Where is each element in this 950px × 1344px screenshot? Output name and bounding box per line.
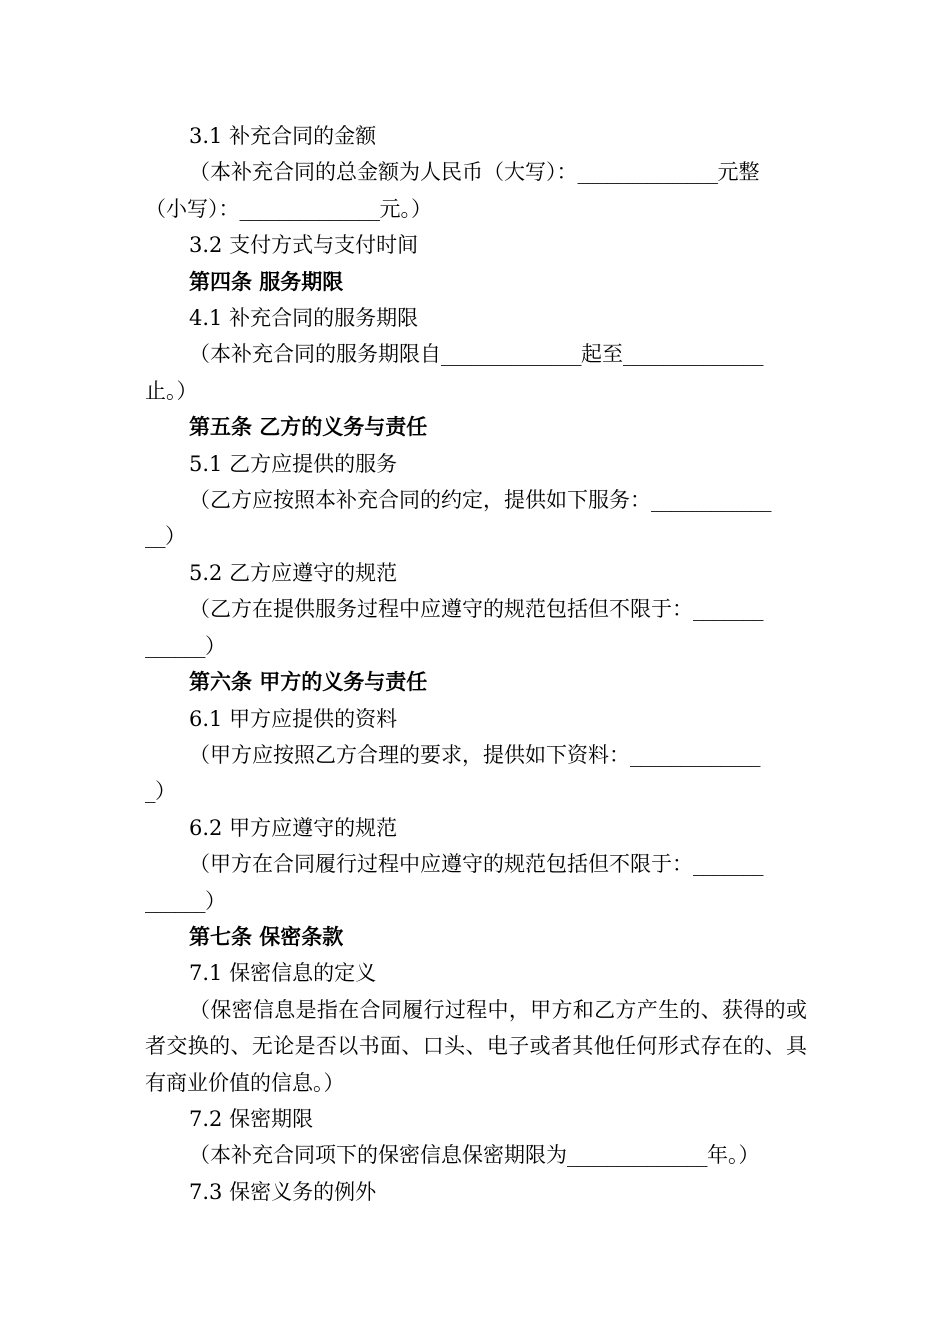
clause-4-1-text-b: 起至 [581, 342, 623, 367]
clause-4-1-text-a: （本补充合同的服务期限自 [189, 342, 441, 367]
clause-4-1-title: 4.1 补充合同的服务期限 [189, 306, 419, 331]
article-6-heading: 第六条 甲方的义务与责任 [189, 669, 428, 695]
clause-3-1-title: 3.1 补充合同的金额 [189, 124, 377, 148]
services-blank-cont: __ [145, 524, 165, 549]
clause-7-2-text-a: （本补充合同项下的保密信息保密期限为 [189, 1143, 567, 1168]
clause-7-2-body [145, 1137, 807, 1173]
materials-blank-cont: _ [145, 779, 155, 804]
clause-7-1-title: 7.1 保密信息的定义 [189, 961, 377, 986]
clause-6-1-title: 6.1 甲方应提供的资料 [189, 706, 398, 731]
clause-7-1-body: （保密信息是指在合同履行过程中，甲方和乙方产生的、获得的或者交换的、无论是否以书面、口头、电子或者其他任何形式存在的、具有商业价值的信息。） [145, 997, 807, 1095]
party-a-norms-blank: _______ [693, 852, 763, 877]
clause-5-1-text-a: （乙方应按照本补充合同的约定，提供如下服务： [189, 488, 651, 513]
clause-6-1-body [145, 737, 807, 810]
clause-5-1-title: 5.1 乙方应提供的服务 [189, 451, 398, 476]
clause-5-1-body [145, 482, 807, 555]
clause-5-2-text-b: ） [205, 633, 226, 658]
article-7-heading: 第七条 保密条款 [189, 923, 344, 949]
article-5-heading: 第五条 乙方的义务与责任 [189, 414, 428, 440]
clause-3-1-body [145, 154, 807, 227]
services-blank: ____________ [651, 488, 771, 513]
document-page [145, 118, 807, 1210]
materials-blank: _____________ [630, 742, 760, 767]
clause-7-2-text-b: 年。） [707, 1143, 760, 1168]
clause-6-1-text-a: （甲方应按照乙方合理的要求，提供如下资料： [189, 742, 630, 767]
clause-3-2-title: 3.2 支付方式与支付时间 [189, 233, 419, 258]
amount-uppercase-blank: ______________ [577, 160, 718, 185]
clause-5-1-text-b: ） [165, 524, 186, 549]
confidentiality-period-blank: ______________ [567, 1143, 707, 1168]
clause-3-1-text-b: 元整 [717, 160, 760, 185]
clause-4-1-text-c: 止。） [145, 378, 198, 403]
clause-3-1-text-c: （小写）： [145, 196, 240, 221]
clause-5-2-body [145, 591, 807, 664]
clause-6-2-body [145, 846, 807, 919]
service-start-blank: ______________ [441, 342, 581, 367]
clause-4-1-body [145, 336, 807, 409]
party-b-norms-blank-cont: ______ [145, 633, 205, 658]
clause-3-1-text-a: （本补充合同的总金额为人民币（大写）： [189, 160, 578, 185]
clause-3-1-text-d: 元。） [379, 196, 432, 221]
clause-7-3-title: 7.3 保密义务的例外 [189, 1179, 377, 1204]
article-4-heading: 第四条 服务期限 [189, 268, 344, 294]
party-b-norms-blank: _______ [693, 597, 763, 622]
service-end-blank: ______________ [623, 342, 763, 367]
amount-lowercase-blank: ______________ [239, 196, 380, 221]
clause-5-2-title: 5.2 乙方应遵守的规范 [189, 560, 398, 585]
clause-6-2-text-a: （甲方在合同履行过程中应遵守的规范包括但不限于： [189, 852, 693, 877]
clause-7-2-title: 7.2 保密期限 [189, 1106, 314, 1131]
clause-6-2-text-b: ） [205, 888, 226, 913]
party-a-norms-blank-cont: ______ [145, 888, 205, 913]
clause-5-2-text-a: （乙方在提供服务过程中应遵守的规范包括但不限于： [189, 597, 693, 622]
clause-6-1-text-b: ） [155, 779, 176, 804]
clause-6-2-title: 6.2 甲方应遵守的规范 [189, 815, 398, 840]
